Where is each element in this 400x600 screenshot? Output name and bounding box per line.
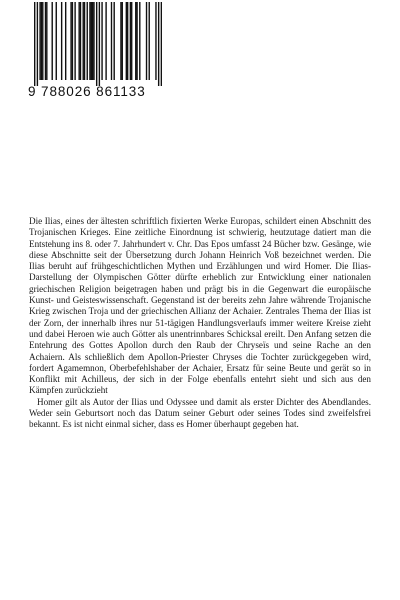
barcode-bar: [52, 2, 53, 80]
barcode-bar: [126, 2, 127, 80]
barcode-bar: [87, 2, 88, 80]
barcode-bar: [92, 2, 93, 80]
barcode-bar: [161, 2, 162, 86]
barcode-bar: [93, 2, 94, 80]
barcode-bar: [39, 2, 40, 80]
barcode-bar: [84, 2, 85, 80]
barcode-bar: [131, 2, 132, 80]
blurb-text: [29, 216, 371, 431]
barcode-bar: [89, 2, 90, 80]
barcode-bar: [136, 2, 137, 80]
barcode-bar: [111, 2, 112, 80]
barcode-bar: [146, 2, 147, 80]
barcode-bar: [61, 2, 62, 80]
barcode-bar: [56, 2, 57, 80]
barcode-bar: [135, 2, 136, 80]
barcode-bar: [120, 2, 121, 80]
barcode-number: 9 788026 861133: [28, 84, 146, 99]
barcode-bar: [65, 2, 66, 80]
isbn-barcode: [28, 2, 166, 108]
barcode-bar: [105, 2, 106, 80]
barcode-bar: [72, 2, 73, 80]
barcode-bar: [113, 2, 114, 80]
barcode-bar: [130, 2, 131, 80]
barcode-bar: [74, 2, 75, 80]
barcode-bar: [34, 2, 35, 86]
barcode-bar: [91, 2, 92, 80]
barcode-bars: [34, 2, 162, 86]
blurb-paragraph-2: Homer gilt als Autor der Ilias und Odyssee und damit als erster Dichter des Abendlandes. Weder sein Geburtsort noch das Datum seiner Geburt oder seines Todes sind zweifelsfrei bekannt. Es ist nicht einmal sicher, dass es Homer überhaupt gegeben hat.: [29, 396, 371, 430]
barcode-bar: [46, 2, 47, 80]
barcode-bar: [101, 2, 102, 80]
blurb-paragraph-1: Die Ilias, eines der ältesten schriftlich fixierten Werke Europas, schildert einen Abschnitt des Trojanischen Krieges. Eine zeitliche Einordnung ist schwierig, heutzutage datiert man die Entstehung ins 8. oder 7. Jahrhundert v. Chr. Das Epos umfasst 24 Bücher bzw. Gesänge, wie diese Abschnitte seit der Übersetzung durch Johann Heinrich Voß bezeichnet werden. Die Ilias beruht auf frühgeschichtlichen Mythen und Erzählungen und wird Homer. Die Ilias-Darstellung der Olympischen Götter dürfte erheblich zur Entwicklung einer nationalen griechischen Religion beigetragen haben und prägt bis in die Gegenwart die europäische Kunst- und Geisteswissenschaft. Gegenstand ist der bereits zehn Jahre währende Trojanische Krieg zwischen Troja und der griechischen Allianz der Achaier. Zentrales Thema der Ilias ist der Zorn, der innerhalb ihres nur 51-tägigen Handlungsverlaufs immer weitere Kreise zieht und dabei Heroen wie auch Götter als unentrinnbares Schicksal ereilt. Den Anfang setzen die Entehrung des Gottes Apollon durch den Raub der Chryseïs und seine Rache an den Achaiern. Als schließlich dem Apollon-Priester Chryses die Tochter zurückgegeben wird, fordert Agamemnon, Oberbefehlshaber der Achaier, Ersatz für seine Beute und gerät so in Konflikt mit Achilleus, der sich in der Folge ebenfalls entehrt sieht und sich aus den Kämpfen zurückzieht: [29, 216, 371, 396]
barcode-bar: [70, 2, 71, 80]
barcode-bar: [99, 2, 100, 86]
barcode-bar: [78, 2, 79, 80]
barcode-bar: [80, 2, 81, 80]
barcode-bar: [155, 2, 156, 80]
barcode-bar: [42, 2, 43, 80]
barcode-bar: [149, 2, 150, 80]
barcode-bar: [83, 2, 84, 80]
barcode-bar: [127, 2, 128, 80]
barcode-bar: [139, 2, 140, 80]
barcode-bar: [122, 2, 123, 80]
barcode-bar: [45, 2, 46, 80]
barcode-bar: [96, 2, 97, 86]
barcode-bar: [37, 2, 38, 86]
barcode-bar: [158, 2, 159, 86]
barcode-bar: [41, 2, 42, 80]
